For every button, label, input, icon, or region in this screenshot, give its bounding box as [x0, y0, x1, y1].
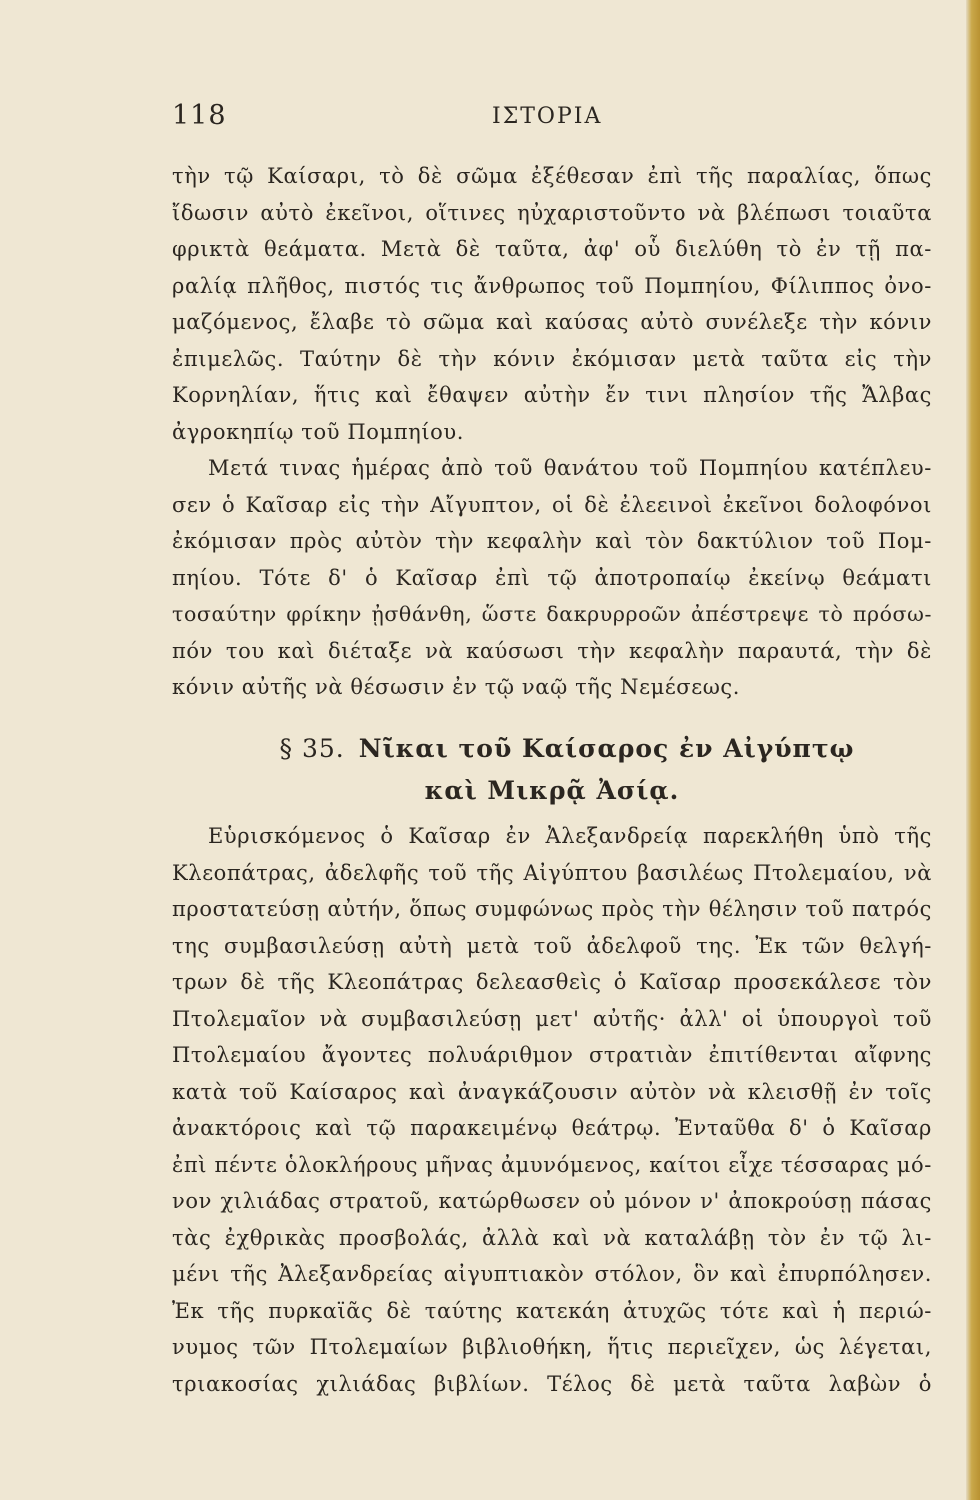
text-line: ἐπιμελῶς. Ταύτην δὲ τὴν κόνιν ἐκόμισαν μετὰ ταῦτα εἰς τὴν — [172, 346, 932, 371]
text-line: Κορνηλίαν, ἥτις καὶ ἔθαψεν αὐτὴν ἔν τινι πλησίον τῆς Ἄλβας — [172, 383, 932, 407]
text-line: κατὰ τοῦ Καίσαρος καὶ ἀναγκάζουσιν αὐτὸν νὰ κλεισθῇ ἐν τοῖς — [172, 1079, 932, 1104]
text-line: ἴδωσιν αὐτὸ ἐκεῖνοι, οἵτινες ηὐχαριστοῦντο νὰ βλέπωσι τοιαῦτα — [172, 200, 932, 225]
text-line: μένι τῆς Ἀλεξανδρείας αἰγυπτιακὸν στόλον, ὃν καὶ ἐπυρπόλησεν. — [172, 1262, 932, 1286]
text-line: τοσαύτην φρίκην ᾐσθάνθη, ὥστε δακρυρροῶν ἀπέστρεψε τὸ πρόσω- — [172, 602, 932, 626]
text-line: Μετά τινας ἡμέρας ἀπὸ τοῦ θανάτου τοῦ Πομπηίου κατέπλευ- — [208, 456, 932, 480]
text-line: τρων δὲ τῆς Κλεοπάτρας δελεασθεὶς ὁ Καῖσαρ προσεκάλεσε τὸν — [172, 970, 932, 994]
page-header — [172, 100, 932, 140]
text-line: τὰς ἐχθρικὰς προσβολάς, ἀλλὰ καὶ νὰ καταλάβῃ τὸν ἐν τῷ λι- — [172, 1225, 932, 1250]
text-line: φρικτὰ θεάματα. Μετὰ δὲ ταῦτα, ἀφ' οὗ διελύθη τὸ ἐν τῇ πα- — [172, 237, 932, 261]
page-number: 118 — [172, 100, 227, 131]
text-line: νυμος τῶν Πτολεμαίων βιβλιοθήκη, ἥτις περιεῖχεν, ὡς λέγεται, — [172, 1335, 932, 1359]
section-heading — [172, 728, 932, 812]
text-line: Πτολεμαῖον νὰ συμβασιλεύσῃ μετ' αὐτῆς· ἀλλ' οἱ ὑπουργοὶ τοῦ — [172, 1006, 932, 1031]
text-line: πηίου. Τότε δ' ὁ Καῖσαρ ἐπὶ τῷ ἀποτροπαίῳ ἐκείνῳ θεάματι — [172, 565, 932, 590]
text-line: σεν ὁ Καῖσαρ εἰς τὴν Αἴγυπτον, οἱ δὲ ἐλεεινοὶ ἐκεῖνοι δολοφόνοι — [172, 492, 932, 517]
text-line: ἐκόμισαν πρὸς αὐτὸν τὴν κεφαλὴν καὶ τὸν δακτύλιον τοῦ Πομ- — [172, 529, 932, 553]
text-line: Ἐκ τῆς πυρκαϊᾶς δὲ ταύτης κατεκάη ἀτυχῶς τότε καὶ ἡ περιώ- — [172, 1298, 932, 1323]
running-title: ΙΣΤΟΡΙΑ — [492, 104, 603, 129]
text-line: πόν του καὶ διέταξε νὰ καύσωσι τὴν κεφαλὴν παραυτά, τὴν δὲ — [172, 638, 932, 663]
text-line: Εὑρισκόμενος ὁ Καῖσαρ ἐν Ἀλεξανδρείᾳ παρεκλήθη ὑπὸ τῆς — [208, 824, 932, 848]
text-line: ἐπὶ πέντε ὁλοκλήρους μῆνας ἀμυνόμενος, καίτοι εἶχε τέσσαρας μό- — [172, 1152, 932, 1177]
text-line: τὴν τῷ Καίσαρι, τὸ δὲ σῶμα ἐξέθεσαν ἐπὶ τῆς παραλίας, ὅπως — [172, 164, 932, 188]
body-text-upper — [172, 158, 932, 706]
text-line: ἀνακτόροις καὶ τῷ παρακειμένῳ θεάτρῳ. Ἐνταῦθα δ' ὁ Καῖσαρ — [172, 1116, 932, 1140]
section-title-line-1: Νῖκαι τοῦ Καίσαρος ἐν Αἰγύπτῳ — [358, 734, 855, 763]
section-heading-line-1 — [172, 728, 932, 770]
text-line: προστατεύσῃ αὐτήν, ὅπως συμφώνως πρὸς τὴν θέλησιν τοῦ πατρός — [172, 897, 932, 921]
text-line: Κλεοπάτρας, ἀδελφῆς τοῦ τῆς Αἰγύπτου βασιλέως Πτολεμαίου, νὰ — [172, 860, 932, 885]
text-line: νον χιλιάδας στρατοῦ, κατώρθωσεν οὐ μόνον ν' ἀποκρούσῃ πάσας — [172, 1189, 932, 1213]
text-line: μαζόμενος, ἔλαβε τὸ σῶμα καὶ καύσας αὐτὸ συνέλεξε τὴν κόνιν — [172, 310, 932, 334]
section-title-line-2: καὶ Μικρᾷ Ἀσίᾳ. — [424, 776, 680, 805]
text-line: της συμβασιλεύσῃ αὐτὴ μετὰ τοῦ ἀδελφοῦ της. Ἐκ τῶν θελγή- — [172, 933, 932, 958]
section-number: § 35. — [279, 734, 345, 763]
text-line: ἀγροκηπίῳ τοῦ Πομπηίου. — [172, 419, 465, 444]
text-line: κόνιν αὐτῆς νὰ θέσωσιν ἐν τῷ ναῷ τῆς Νεμέσεως. — [172, 675, 741, 699]
text-line: Πτολεμαίου ἄγοντες πολυάριθμον στρατιὰν ἐπιτίθενται αἴφνης — [172, 1043, 932, 1067]
body-text-lower — [172, 818, 932, 1402]
text-line: τριακοσίας χιλιάδας βιβλίων. Τέλος δὲ μετὰ ταῦτα λαβὼν ὁ — [172, 1371, 932, 1396]
page-edge — [966, 0, 980, 1500]
text-line: ραλίᾳ πλῆθος, πιστός τις ἄνθρωπος τοῦ Πομπηίου, Φίλιππος ὀνο- — [172, 273, 932, 298]
